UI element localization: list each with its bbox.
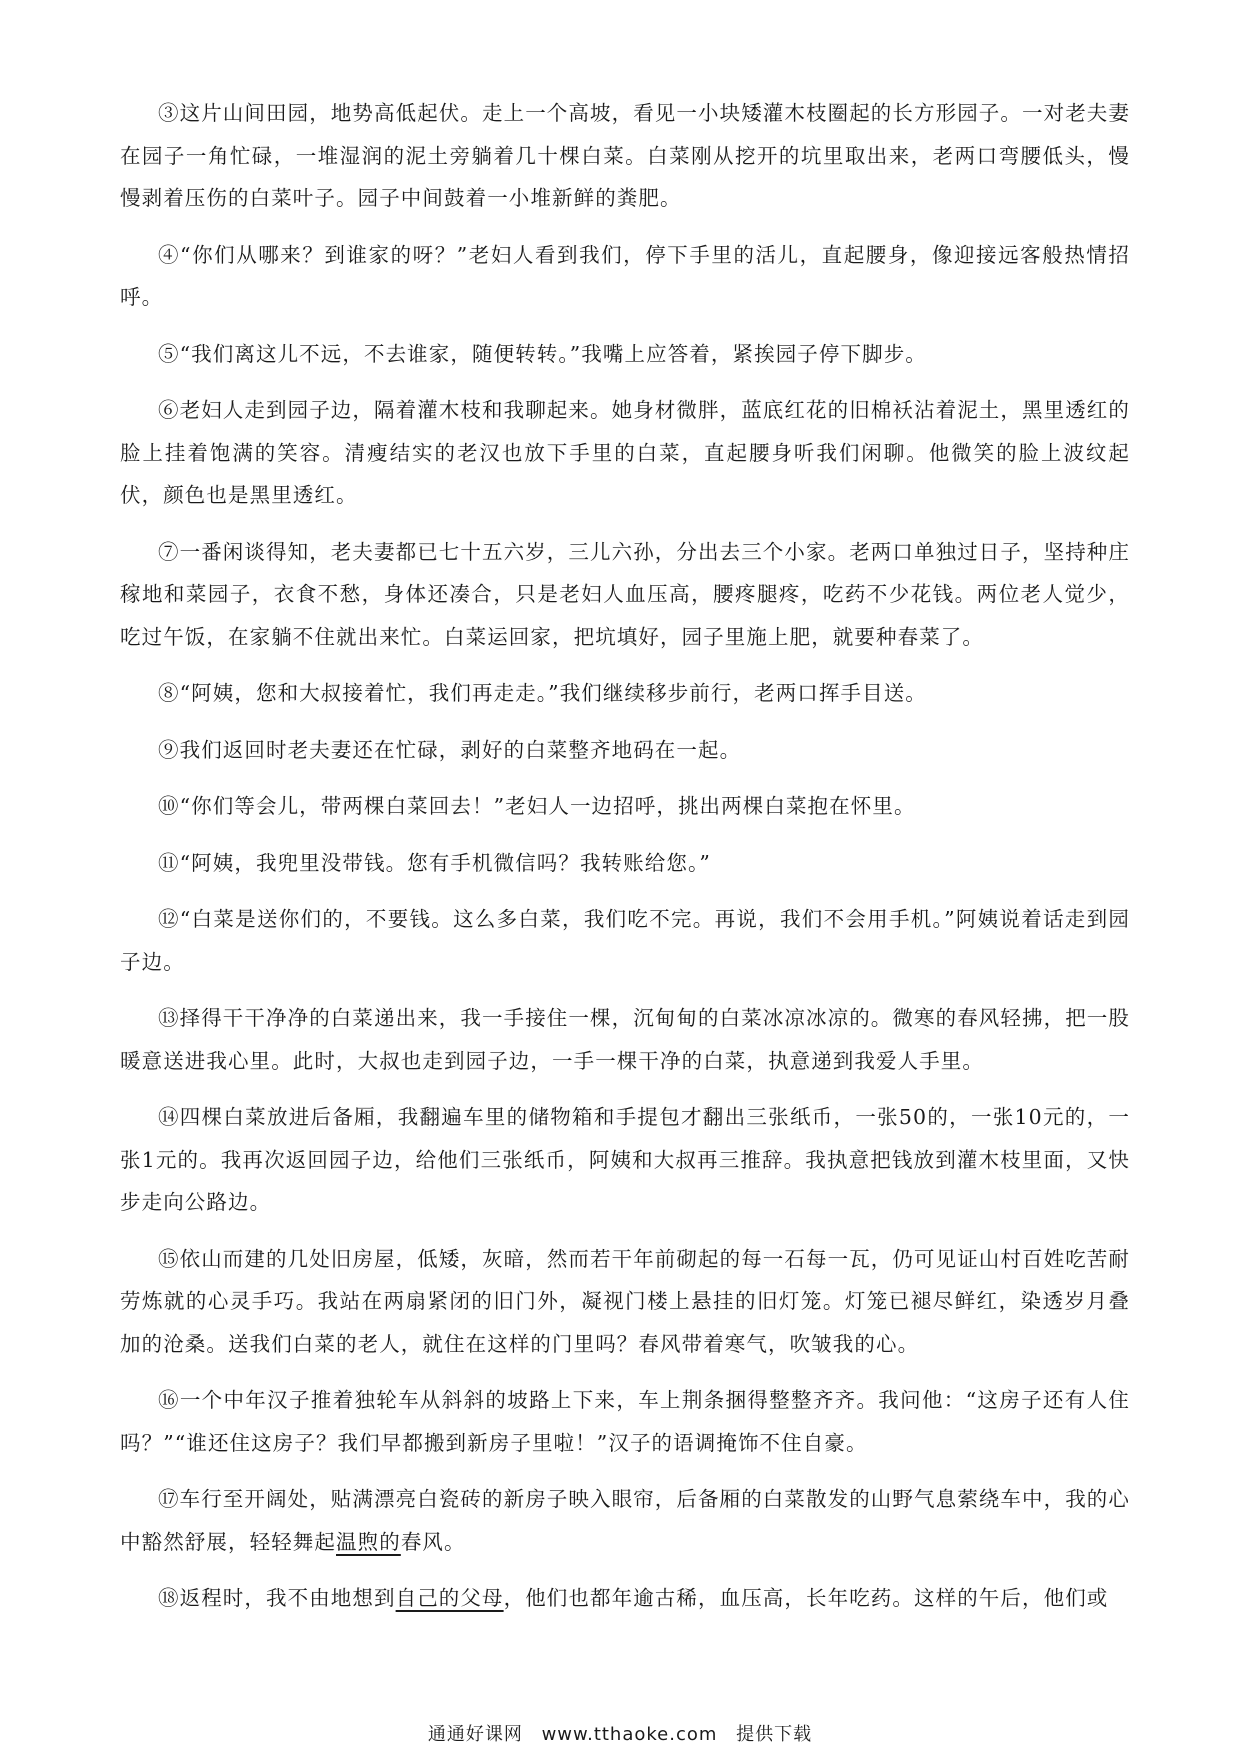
paragraph-18: [120, 1577, 1130, 1620]
underlined-phrase-warm: 温煦的: [336, 1529, 401, 1554]
paragraph-17-text-before: ⑰车行至开阔处，贴满漂亮白瓷砖的新房子映入眼帘，后备厢的白菜散发的山野气息萦绕车中，我的心中豁然舒展，轻轻舞起: [120, 1487, 1130, 1554]
paragraph-9: ⑨我们返回时老夫妻还在忙碌，剥好的白菜整齐地码在一起。: [158, 737, 742, 762]
paragraph-15: ⑮依山而建的几处旧房屋，低矮，灰暗，然而若干年前砌起的每一石每一瓦，仍可见证山村百姓吃苦耐劳炼就的心灵手巧。我站在两扇紧闭的旧门外，凝视门楼上悬挂的旧灯笼。灯笼已褪尽鲜红，染透岁月叠加的沧桑。送我们白菜的老人，就住在这样的门里吗？春风带着寒气，吹皱我的心。: [120, 1246, 1130, 1356]
paragraph-4: ④“你们从哪来？到谁家的呀？”老妇人看到我们，停下手里的活儿，直起腰身，像迎接远客般热情招呼。: [120, 242, 1130, 309]
paragraph-5: ⑤“我们离这儿不远，不去谁家，随便转转。”我嘴上应答着，紧挨园子停下脚步。: [158, 341, 927, 366]
paragraph-16: ⑯一个中年汉子推着独轮车从斜斜的坡路上下来，车上荆条捆得整整齐齐。我问他：“这房子还有人住吗？”“谁还住这房子？我们早都搬到新房子里啦！”汉子的语调掩饰不住自豪。: [120, 1388, 1130, 1455]
paragraph-11: ⑪“阿姨，我兜里没带钱。您有手机微信吗？我转账给您。”: [158, 850, 711, 875]
underlined-phrase-parents: 自己的父母: [395, 1586, 504, 1610]
paragraph-6: ⑥老妇人走到园子边，隔着灌木枝和我聊起来。她身材微胖，蓝底红花的旧棉袄沾着泥土，黑里透红的脸上挂着饱满的笑容。清瘦结实的老汉也放下手里的白菜，直起腰身听我们闲聊。他微笑的脸上波纹起伏，颜色也是黑里透红。: [120, 398, 1130, 507]
page-footer: [0, 1720, 1240, 1746]
article-body: [120, 92, 1130, 1634]
paragraph-18-text-after: ，他们也都年逾古稀，血压高，长年吃药。这样的午后，他们或: [503, 1586, 1109, 1610]
footer-site-name: 通通好课网: [427, 1724, 523, 1745]
paragraph-17-text-after: 春风。: [400, 1529, 466, 1554]
paragraph-7: ⑦一番闲谈得知，老夫妻都已七十五六岁，三儿六孙，分出去三个小家。老两口单独过日子，坚持种庄稼地和菜园子，衣食不愁，身体还凑合，只是老妇人血压高，腰疼腿疼，吃药不少花钱。两位老人觉少，吃过午饭，在家躺不住就出来忙。白菜运回家，把坑填好，园子里施上肥，就要种春菜了。: [120, 539, 1130, 649]
paragraph-3: ③这片山间田园，地势高低起伏。走上一个高坡，看见一小块矮灌木枝圈起的长方形园子。一对老夫妻在园子一角忙碌，一堆湿润的泥土旁躺着几十棵白菜。白菜刚从挖开的坑里取出来，老两口弯腰低头，慢慢剥着压伤的白菜叶子。园子中间鼓着一小堆新鲜的粪肥。: [120, 101, 1130, 210]
footer-suffix: 提供下载: [736, 1724, 813, 1745]
paragraph-13: ⑬择得干干净净的白菜递出来，我一手接住一棵，沉甸甸的白菜冰凉冰凉的。微寒的春风轻拂，把一股暖意送进我心里。此时，大叔也走到园子边，一手一棵干净的白菜，执意递到我爱人手里。: [120, 1006, 1130, 1073]
paragraph-18-text-before: ⑱返程时，我不由地想到: [158, 1586, 396, 1610]
paragraph-17: [120, 1478, 1130, 1563]
paragraph-8: ⑧“阿姨，您和大叔接着忙，我们再走走。”我们继续移步前行，老两口挥手目送。: [158, 681, 927, 705]
footer-url[interactable]: www.tthaoke.com: [541, 1724, 718, 1745]
paragraph-10: ⑩“你们等会儿，带两棵白菜回去！”老妇人一边招呼，挑出两棵白菜抱在怀里。: [158, 794, 916, 818]
paragraph-12: ⑫“白菜是送你们的，不要钱。这么多白菜，我们吃不完。再说，我们不会用手机。”阿姨说着话走到园子边。: [120, 907, 1130, 974]
paragraph-14: ⑭四棵白菜放进后备厢，我翻遍车里的储物箱和手提包才翻出三张纸币，一张50的，一张10元的，一张1元的。我再次返回园子边，给他们三张纸币，阿姨和大叔再三推辞。我执意把钱放到灌木枝里面，又快步走向公路边。: [120, 1105, 1130, 1214]
